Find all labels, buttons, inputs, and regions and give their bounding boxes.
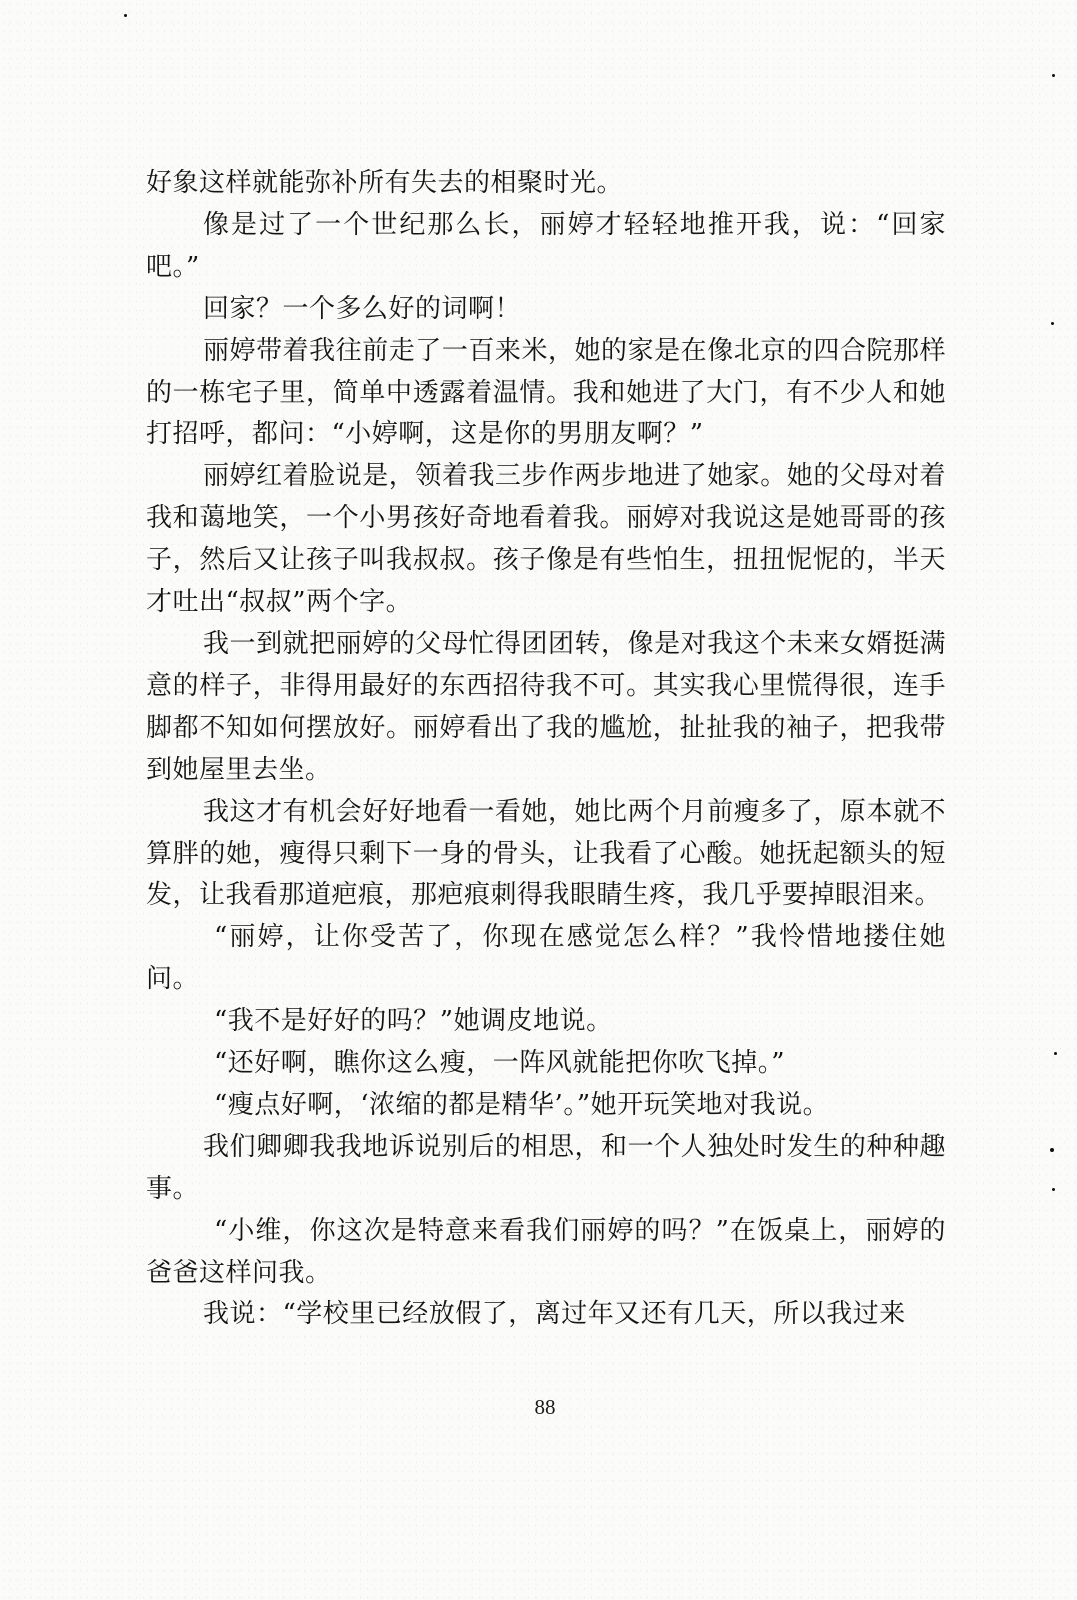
scan-speck [1052, 74, 1055, 77]
paragraph-8: “丽婷，让你受苦了，你现在感觉怎么样？”我怜惜地搂住她问。 [146, 922, 946, 995]
paragraph-13: “小维，你这次是特意来看我们丽婷的吗？”在饭桌上，丽婷的爸爸这样问我。 [146, 1215, 946, 1288]
paragraph-11: “瘦点好啊，‘浓缩的都是精华’。”她开玩笑地对我说。 [214, 1089, 830, 1120]
paragraph-7: 我这才有机会好好地看一看她，她比两个月前瘦多了，原本就不算胖的她，瘦得只剩下一身的骨头，让我看了心酸。她抚起额头的短发，让我看那道疤痕，那疤痕刺得我眼睛生疼，我几乎要掉眼泪来。 [146, 796, 946, 911]
page-number: 88 [534, 1395, 556, 1419]
paragraph-9: “我不是好好的吗？”她调皮地说。 [214, 1006, 613, 1037]
paragraph-6: 我一到就把丽婷的父母忙得团团转，像是对我这个未来女婿挺满意的样子，非得用最好的东西招待我不可。其实我心里慌得很，连手脚都不知如何摆放好。丽婷看出了我的尴尬，扯扯我的袖子，把我带到她屋里去坐。 [146, 628, 946, 785]
paragraph-1: 好象这样就能弥补所有失去的相聚时光。 [146, 168, 624, 198]
paragraph-10: “还好啊，瞧你这么瘦，一阵风就能把你吹飞掉。” [214, 1048, 786, 1079]
scan-speck [1054, 1052, 1057, 1055]
scan-speck [1052, 1188, 1055, 1191]
paragraph-14: 我说：“学校里已经放假了，离过年又还有几天，所以我过来 [203, 1299, 906, 1330]
paragraph-4: 丽婷带着我往前走了一百来米，她的家是在像北京的四合院那样的一栋宅子里，简单中透露着温情。我和她进了大门，有不少人和她打招呼，都问：“小婷啊，这是你的男朋友啊？” [146, 335, 946, 450]
paragraph-12: 我们卿卿我我地诉说别后的相思，和一个人独处时发生的种种趣事。 [146, 1131, 946, 1204]
body-text [146, 163, 946, 1336]
paragraph-3: 回家？一个多么好的词啊！ [203, 293, 522, 324]
scan-speck [1051, 322, 1054, 325]
paragraph-5: 丽婷红着脸说是，领着我三步作两步地进了她家。她的父母对着我和蔼地笑，一个小男孩好奇地看着我。丽婷对我说这是她哥哥的孩子，然后又让孩子叫我叔叔。孩子像是有些怕生，扭扭怩怩的，半天才吐出“叔叔”两个字。 [146, 461, 946, 618]
paragraph-2: 像是过了一个世纪那么长，丽婷才轻轻地推开我，说：“回家吧。” [146, 209, 946, 282]
scan-speck [1050, 1148, 1054, 1152]
scan-speck [124, 14, 127, 17]
